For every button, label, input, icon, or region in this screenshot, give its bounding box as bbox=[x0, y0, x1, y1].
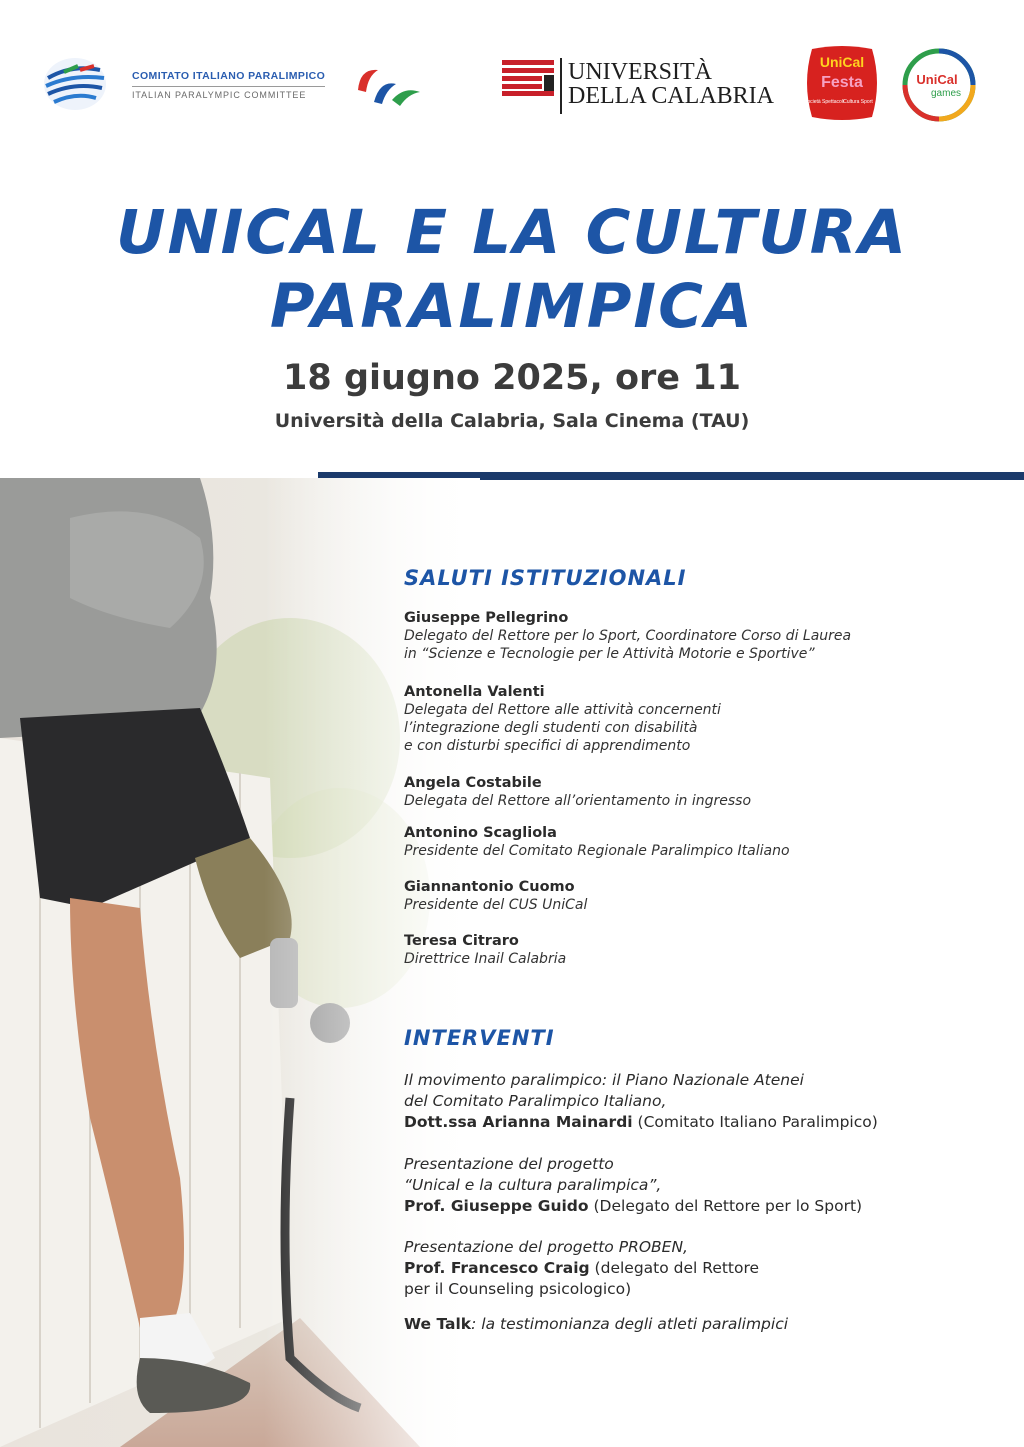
talk-item bbox=[404, 1070, 1014, 1133]
saluti-heading: SALUTI ISTITUZIONALI bbox=[404, 566, 687, 590]
talk-affiliation: (delegato del Rettore bbox=[589, 1259, 760, 1277]
speaker-role: Delegata del Rettore alle attività concernenti bbox=[404, 702, 721, 718]
speaker-name: Antonella Valenti bbox=[404, 684, 545, 700]
games-logo-line1: UniCal bbox=[916, 72, 958, 87]
event-title-line1: UNICAL E LA CULTURA bbox=[116, 197, 908, 268]
talk-speaker: Dott.ssa Arianna Mainardi bbox=[404, 1113, 633, 1131]
talk-title: Il movimento paralimpico: il Piano Nazionale Atenei bbox=[404, 1071, 804, 1089]
unical-wordmark bbox=[568, 60, 774, 108]
talk-item bbox=[404, 1237, 1014, 1300]
talk-affiliation: (Comitato Italiano Paralimpico) bbox=[632, 1113, 878, 1131]
unical-festa-logo bbox=[802, 43, 882, 123]
festa-logo-sub2: Cultura Sport bbox=[843, 99, 873, 105]
speaker-item bbox=[404, 878, 1004, 914]
talk-title: Presentazione del progetto PROBEN, bbox=[404, 1238, 688, 1256]
cip-wordmark bbox=[132, 70, 325, 100]
event-date: 18 giugno 2025, ore 11 bbox=[283, 358, 741, 398]
talk-item bbox=[404, 1154, 1014, 1217]
talk-affiliation: (Delegato del Rettore per lo Sport) bbox=[588, 1197, 863, 1215]
talk-item bbox=[404, 1314, 1014, 1335]
speaker-role: Delegata del Rettore all’orientamento in ingresso bbox=[404, 793, 752, 809]
speaker-item bbox=[404, 609, 1004, 663]
speaker-item bbox=[404, 683, 1004, 755]
festa-logo-line1: UniCal bbox=[819, 54, 865, 70]
talk-title: del Comitato Paralimpico Italiano, bbox=[404, 1092, 667, 1110]
speaker-role: in “Scienze e Tecnologie per le Attività Motorie e Sportive” bbox=[404, 646, 815, 662]
speaker-role: Presidente del Comitato Regionale Paralimpico Italiano bbox=[404, 843, 790, 859]
talk-label: We Talk bbox=[404, 1315, 472, 1333]
cip-globe-logo bbox=[42, 56, 108, 112]
talk-title: “Unical e la cultura paralimpica”, bbox=[404, 1176, 662, 1194]
speaker-name: Angela Costabile bbox=[404, 775, 542, 791]
speaker-role: l’integrazione degli studenti con disabilità bbox=[404, 720, 698, 736]
unical-name-line1: UNIVERSITÀ bbox=[568, 59, 712, 85]
talk-title: : la testimonianza degli atleti paralimpici bbox=[471, 1315, 789, 1333]
unical-name-line2: DELLA CALABRIA bbox=[568, 83, 774, 109]
logo-bar bbox=[0, 0, 1024, 150]
talk-speaker: Prof. Francesco Craig bbox=[404, 1259, 590, 1277]
speaker-name: Teresa Citraro bbox=[404, 933, 519, 949]
speaker-item bbox=[404, 932, 1004, 968]
talk-speaker: Prof. Giuseppe Guido bbox=[404, 1197, 589, 1215]
speaker-role: Presidente del CUS UniCal bbox=[404, 897, 588, 913]
event-title bbox=[0, 196, 1024, 344]
talk-title: Presentazione del progetto bbox=[404, 1155, 614, 1173]
event-title-line2: PARALIMPICA bbox=[269, 271, 755, 342]
speaker-role: e con disturbi specifici di apprendimento bbox=[404, 738, 691, 754]
cip-name-en: ITALIAN PARALYMPIC COMMITTEE bbox=[132, 86, 325, 100]
unical-games-logo bbox=[900, 46, 978, 124]
speaker-item bbox=[404, 824, 1004, 860]
games-logo-line2: games bbox=[930, 88, 962, 99]
speaker-name: Giuseppe Pellegrino bbox=[404, 610, 569, 626]
talk-affiliation-cont: per il Counseling psicologico) bbox=[404, 1280, 632, 1298]
speaker-role: Delegato del Rettore per lo Sport, Coordinatore Corso di Laurea bbox=[404, 628, 852, 644]
speaker-name: Giannantonio Cuomo bbox=[404, 879, 575, 895]
logo-separator bbox=[560, 58, 562, 114]
speaker-name: Antonino Scagliola bbox=[404, 825, 557, 841]
festa-logo-sub1: Società Spettacoli bbox=[803, 99, 845, 105]
event-venue: Università della Calabria, Sala Cinema (TAU) bbox=[274, 410, 750, 432]
cip-name-it: COMITATO ITALIANO PARALIMPICO bbox=[132, 70, 326, 82]
unical-mark-logo bbox=[502, 60, 554, 96]
agitos-logo bbox=[352, 60, 424, 108]
speaker-role: Direttrice Inail Calabria bbox=[404, 951, 567, 967]
festa-logo-line2: Festa bbox=[821, 74, 863, 91]
speaker-item bbox=[404, 774, 1004, 810]
interventi-heading: INTERVENTI bbox=[404, 1026, 555, 1050]
